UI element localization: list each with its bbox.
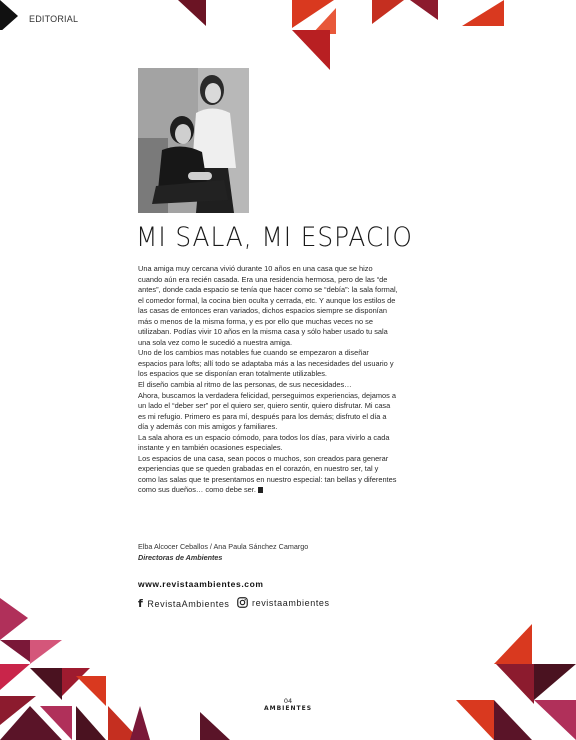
article-title: MI SALA, MI ESPACIO: [136, 222, 413, 253]
authors: Elba Alcocer Ceballos / Ana Paula Sánchez Camargo: [138, 542, 309, 551]
instagram-handle: revistaambientes: [252, 597, 330, 608]
paragraph: La sala ahora es un espacio cómodo, para todos los días, para vivirlo a cada instante y en también ocasiones especiales.: [138, 432, 390, 453]
facebook-handle: RevistaAmbientes: [147, 598, 230, 609]
instagram-icon: [237, 597, 248, 608]
section-label: EDITORIAL: [29, 14, 79, 24]
instagram-link[interactable]: [237, 597, 330, 608]
facebook-icon: f: [138, 597, 144, 610]
authors-role: Directoras de Ambientes: [138, 553, 223, 562]
facebook-link[interactable]: [138, 597, 230, 610]
magazine-name: AMBIENTES: [263, 705, 313, 712]
page-number: 04: [283, 697, 293, 705]
paragraph-text: Los espacios de una casa, sean pocos o muchos, son creados para generar experiencias que se queden grabadas en el corazón, en nuestro ser, tal y como las salas que te presentamos en nuestro especial: tan bellas y diferentes como sus dueños… como debe ser.: [138, 453, 397, 495]
paragraph: El diseño cambia al ritmo de las personas, de sus necesidades…: [138, 380, 352, 390]
end-mark-icon: [258, 487, 263, 493]
article-body: [138, 264, 398, 496]
directors-photo: [138, 68, 249, 213]
section-tab-marker: [0, 0, 30, 30]
paragraph: Ahora, buscamos la verdadera felicidad, perseguimos experiencias, dejamos a un lado el “deber ser” por el quiero ser, quiero sentir, quiero disfrutar. Mi casa es mi refugio. Primero es para mí, después para los demás; disfruto el día a día y además con mis amigos y familiares.: [138, 390, 396, 432]
paragraph: Uno de los cambios mas notables fue cuando se empezaron a diseñar espacios para lofts; allí todo se adaptaba más a las necesidades del usuario y los espacios que se disponían eran totalmente utilizables.: [138, 348, 394, 379]
website-link[interactable]: www.revistaambientes.com: [138, 579, 264, 589]
paragraph: Una amiga muy cercana vivió durante 10 años en una casa que se hizo cuando aún era recién casada. Era una residencia hermosa, pero de las “de antes”, donde cada espacio se tenía que hacer como se “debía”: la sala formal, el comedor formal, la cocina bien oculta y cerrada, etc. Y aunque los estilos de las casas de entonces eran variados, dichos espacios siempre se disponían más o menos de la misma forma, y es por ello que muchas veces no se utilizaban. Podías vivir 10 años en la misma casa y sólo haber usado tu sala una sola vez como le sucedió a nuestra amiga.: [138, 264, 398, 347]
signature: [138, 541, 308, 563]
paragraph: [138, 454, 398, 496]
